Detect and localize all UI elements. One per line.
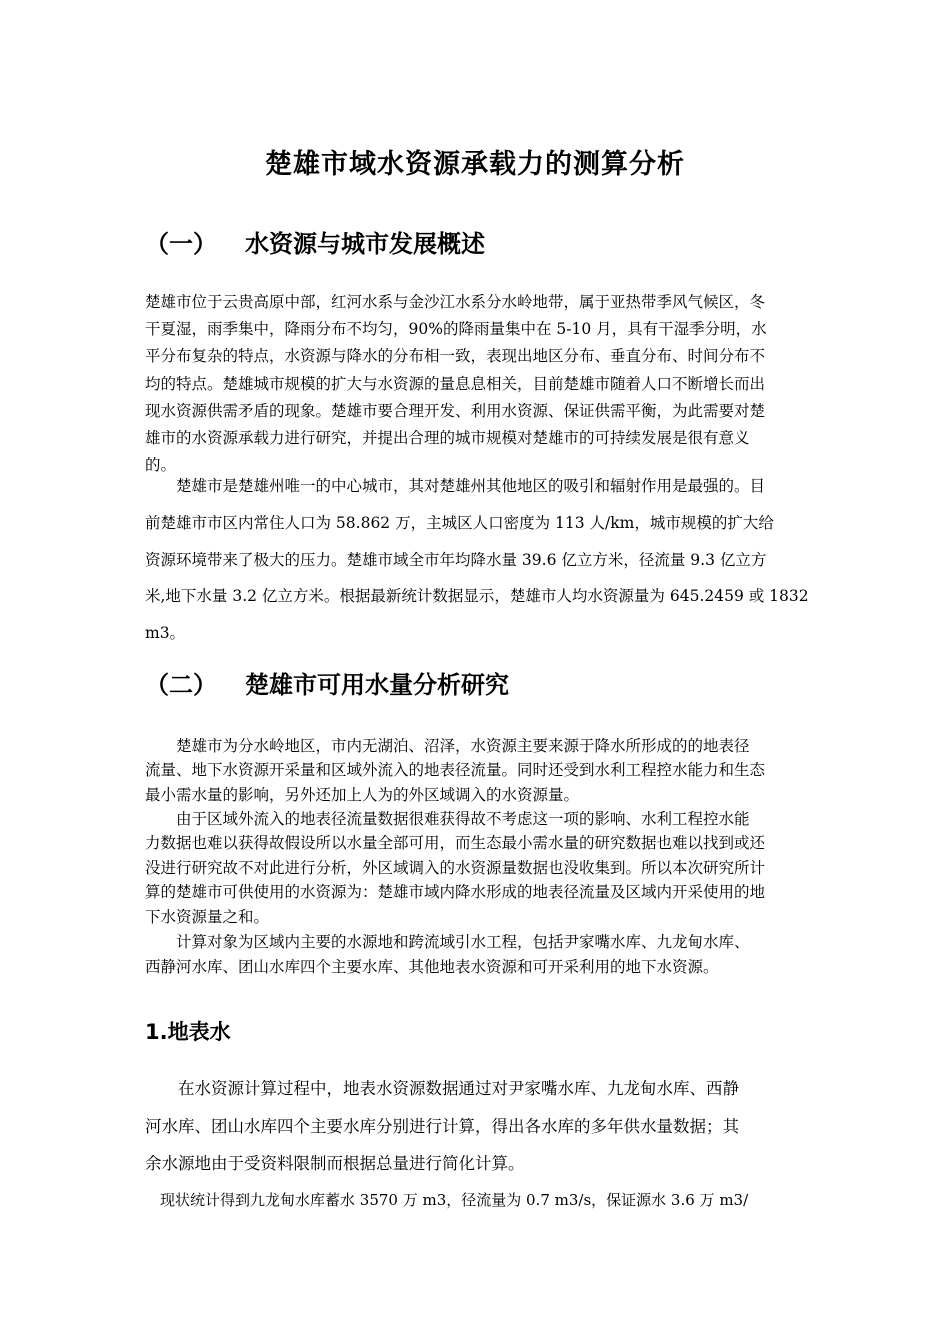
- section-number-1: （一）: [145, 229, 217, 258]
- section2-paragraph-2: [145, 807, 809, 929]
- text-line: 最小需水量的影响，另外还加上人为的外区域调入的水资源量。: [145, 785, 580, 804]
- text-line: 由于区域外流入的地表径流量数据很难获得故不考虑这一项的影响、水利工程控水能: [145, 810, 750, 828]
- section2-paragraph-3: [145, 930, 809, 980]
- section-number-2: （二）: [145, 670, 217, 699]
- text-line: 资源环境带来了极大的压力。楚雄市域全市年均降水量 39.6 亿立方米，径流量 9.3 亿立方: [145, 550, 767, 569]
- section1-paragraph-2: [145, 468, 809, 652]
- text-line: 下水资源量之和。: [145, 907, 270, 926]
- text-line: 在水资源计算过程中，地表水资源数据通过对尹家嘴水库、九龙甸水库、西静: [145, 1079, 739, 1098]
- document-title: 楚雄市域水资源承载力的测算分析: [265, 149, 685, 180]
- section-heading-1: [145, 224, 485, 259]
- sub1-paragraph-2: [145, 1187, 809, 1213]
- text-line: m3。: [145, 624, 186, 643]
- text-line: 雄市的水资源承载力进行研究，并提出合理的城市规模对楚雄市的可持续发展是很有意义: [145, 429, 750, 448]
- text-line: 没进行研究故不对此进行分析，外区域调入的水资源量数据也没收集到。所以本次研究所计: [145, 858, 766, 877]
- section-title-1: 水资源与城市发展概述: [245, 229, 485, 258]
- section-title-2: 楚雄市可用水量分析研究: [245, 670, 509, 699]
- text-line: 米,地下水量 3.2 亿立方米。根据最新统计数据显示，楚雄市人均水资源量为 645.2459 或 1832: [145, 587, 809, 606]
- text-line: 余水源地由于受资料限制而根据总量进行简化计算。: [145, 1154, 525, 1173]
- text-line: 现水资源供需矛盾的现象。楚雄市要合理开发、利用水资源、保证供需平衡，为此需要对楚: [145, 401, 766, 420]
- text-line: 算的楚雄市可供使用的水资源为：楚雄市域内降水形成的地表径流量及区域内开采使用的地: [145, 883, 766, 902]
- text-line: 均的特点。楚雄城市规模的扩大与水资源的量息息相关，目前楚雄市随着人口不断增长而出: [145, 374, 766, 393]
- subsection-heading-surface-water: 1.地表水: [145, 1020, 231, 1044]
- text-line: 干夏湿，雨季集中，降雨分布不均匀，90%的降雨量集中在 5-10 月，具有干湿季分明，水: [145, 320, 767, 339]
- text-line: 流量、地下水资源开采量和区域外流入的地表径流量。同时还受到水利工程控水能力和生态: [145, 761, 766, 780]
- text-line: 楚雄市是楚雄州唯一的中心城市，其对楚雄州其他地区的吸引和辐射作用是最强的。目: [145, 477, 766, 495]
- text-line: 楚雄市为分水岭地区，市内无湖泊、沼泽，水资源主要来源于降水所形成的的地表径: [145, 737, 750, 755]
- text-line: 平分布复杂的特点，水资源与降水的分布相一致，表现出地区分布、垂直分布、时间分布不: [145, 347, 766, 366]
- text-line: 计算对象为区域内主要的水源地和跨流域引水工程，包括尹家嘴水库、九龙甸水库、: [145, 933, 750, 951]
- text-line: 力数据也难以获得故假设所以水量全部可用，而生态最小需水量的研究数据也难以找到或还: [145, 834, 766, 853]
- text-line: 前楚雄市市区内常住人口为 58.862 万，主城区人口密度为 113 人/km，城市规模的扩大给: [145, 513, 774, 532]
- text-line: 现状统计得到九龙甸水库蓄水 3570 万 m3，径流量为 0.7 m3/s，保证源水 3.6 万 m3/: [145, 1191, 749, 1209]
- text-line: 楚雄市位于云贵高原中部，红河水系与金沙江水系分水岭地带，属于亚热带季风气候区，冬: [145, 293, 766, 311]
- text-line: 的。: [145, 456, 177, 475]
- sub1-paragraph-1: [145, 1070, 809, 1183]
- section1-paragraph-1: [145, 289, 809, 479]
- text-line: 西静河水库、团山水库四个主要水库、其他地表水资源和可开采利用的地下水资源。: [145, 958, 719, 976]
- text-line: 河水库、团山水库四个主要水库分别进行计算，得出各水库的多年供水量数据；其: [145, 1116, 739, 1136]
- section2-paragraph-1: [145, 734, 809, 807]
- section-heading-2: [145, 665, 509, 700]
